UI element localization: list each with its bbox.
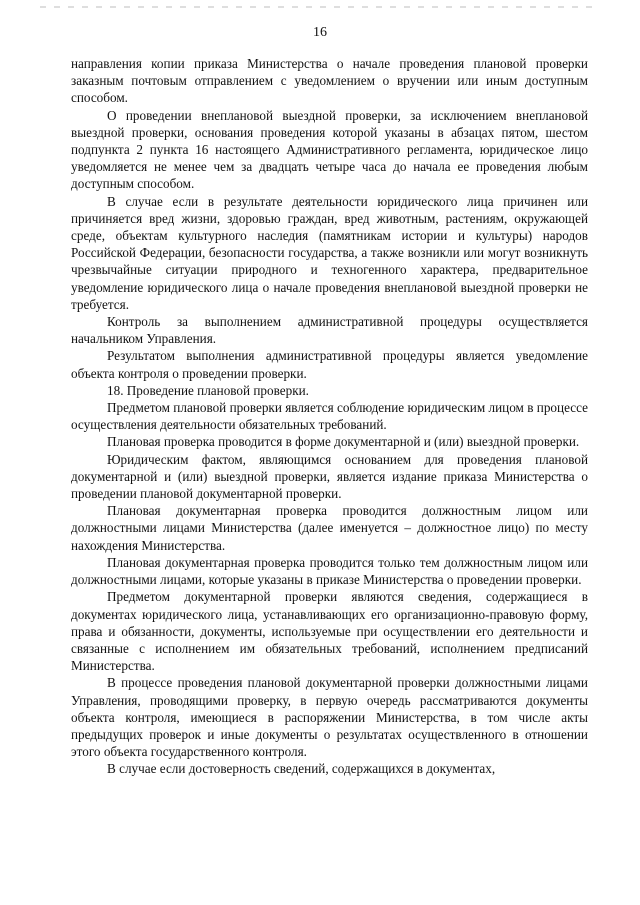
- paragraph: Плановая документарная проверка проводится должностным лицом или должностными лицами Министерства (далее именуется – должностное лицо) по месту нахождения Министерства.: [71, 503, 588, 553]
- paragraph: О проведении внеплановой выездной проверки, за исключением внеплановой выездной проверки, основания проведения которой указаны в абзацах пятом, шестом подпункта 2 пункта 16 настоящего Административного регламента, юридическое лицо уведомляется не менее чем за двадцать четыре часа до начала ее проведения любым доступным способом.: [71, 107, 588, 192]
- paragraph: Плановая проверка проводится в форме документарной и (или) выездной проверки.: [107, 434, 580, 450]
- paragraph: Контроль за выполнением административной процедуры осуществляется начальником Управления.: [71, 314, 588, 347]
- paragraph: Плановая документарная проверка проводится только тем должностным лицом или должностными лицами, которые указаны в приказе Министерства о проведении проверки.: [71, 554, 588, 588]
- document-body: [71, 55, 588, 778]
- paragraph: В процессе проведения плановой документарной проверки должностными лицами Управления, проводящими проверку, в первую очередь рассматриваются документы объекта контроля, имеющиеся в распоряжении Министерства, в том числе акты предыдущих проверок и иные документы о результатах осуществленного в отношении этого объекта государственного контроля.: [71, 675, 588, 760]
- paragraph: Предметом документарной проверки являются сведения, содержащиеся в документах юридического лица, устанавливающих его организационно-правовую форму, права и обязанности, документы, используемые при осуществлении его деятельности и связанные с исполнением им обязательных требований, исполнением предписаний Министерства.: [71, 589, 588, 674]
- paragraph: В случае если достоверность сведений, содержащихся в документах,: [107, 761, 496, 777]
- paragraph: Результатом выполнения административной процедуры является уведомление объекта контроля о проведении проверки.: [71, 348, 588, 381]
- paragraph: Предметом плановой проверки является соблюдение юридическим лицом в процессе осуществления деятельности обязательных требований.: [71, 400, 588, 433]
- page-number: 16: [313, 25, 327, 40]
- scan-artifact: [40, 6, 600, 8]
- section-heading: 18. Проведение плановой проверки.: [107, 382, 309, 398]
- paragraph: Юридическим фактом, являющимся основанием для проведения плановой документарной и (или) выездной проверки, является издание приказа Министерства о проведении плановой документарной проверки.: [71, 451, 588, 502]
- paragraph: В случае если в результате деятельности юридического лица причинен или причиняется вред жизни, здоровью граждан, вред животным, растениям, окружающей среде, объектам культурного наследия (памятникам истории и культуры) народов Российской Федерации, безопасности государства, а также возникли или могут возникнуть чрезвычайные ситуации природного и техногенного характера, предварительное уведомление юридического лица о начале проведения внеплановой выездной проверки не требуется.: [71, 193, 588, 312]
- paragraph: направления копии приказа Министерства о начале проведения плановой проверки заказным почтовым отправлением с уведомлением о вручении или иным доступным способом.: [71, 56, 588, 106]
